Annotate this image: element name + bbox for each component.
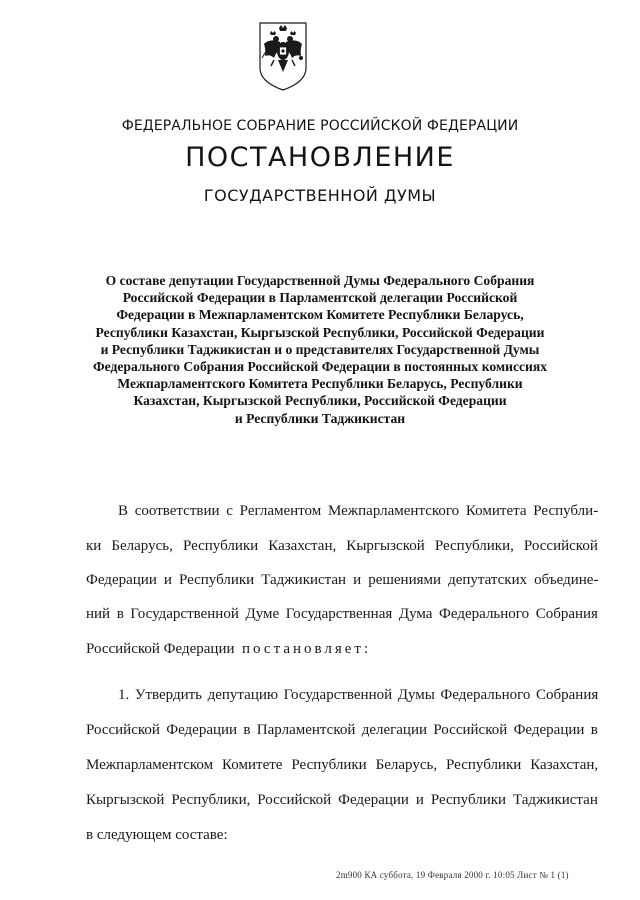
issuing-body: ГОСУДАРСТВЕННОЙ ДУМЫ — [203, 186, 437, 205]
subject-line: Межпарламентского Комитета Республики Беларусь, Республики — [117, 376, 523, 392]
subject-line: Российской Федерации в Парламентской делегации Российской — [122, 290, 518, 306]
subject-line: и Республики Таджикистан — [234, 410, 406, 426]
subject-line: Федерации в Межпарламентском Комитете Республики Беларусь, — [116, 307, 524, 323]
preamble-line: ний в Государственной Думе Государственная Дума Федерального Собрания — [86, 606, 598, 622]
subject-line: Республики Казахстан, Кыргызской Республики, Российской Федерации — [95, 324, 545, 340]
print-stamp-footer: 2m900 КА суббота, 19 Февраля 2000 г. 10:05 Лист № 1 (1) — [336, 870, 569, 880]
subject-line: О составе депутации Государственной Думы Федерального Собрания — [105, 273, 535, 288]
preamble-line: Федерации и Республики Таджикистан и решениями депутатских объедине- — [86, 572, 599, 588]
decree-word: постановляет: — [242, 641, 372, 657]
document-type-title: ПОСТАНОВЛЕНИЕ — [185, 142, 455, 173]
subject-line: Казахстан, Кыргызской Республики, Российской Федерации — [133, 393, 507, 409]
resolution-subject — [70, 272, 570, 427]
subject-line: и Республики Таджикистан и о представителях Государственной Думы — [100, 341, 540, 357]
assembly-name: ФЕДЕРАЛЬНОЕ СОБРАНИЕ РОССИЙСКОЙ ФЕДЕРАЦИИ — [121, 118, 519, 134]
item-line: Межпарламентском Комитете Республики Беларусь, Республики Казахстан, — [86, 757, 599, 773]
preamble-line-start: Российской Федерации — [86, 641, 235, 657]
subject-line: Федерального Собрания Российской Федерации в постоянных комиссиях — [92, 359, 548, 375]
item-line: в следующем составе: — [86, 827, 228, 843]
preamble-line: В соответствии с Регламентом Межпарламентского Комитета Республи- — [118, 503, 599, 519]
preamble-last-line — [86, 641, 371, 658]
item-line: Кыргызской Республики, Российской Федерации и Республики Таджикистан — [86, 792, 598, 808]
item-line: 1. Утвердить депутацию Государственной Думы Федерального Собрания — [118, 687, 599, 703]
item-line: Российской Федерации в Парламентской делегации Российской Федерации в — [86, 722, 598, 738]
preamble-line: ки Беларусь, Республики Казахстан, Кыргызской Республики, Российской — [86, 538, 598, 554]
state-emblem-icon — [256, 20, 310, 92]
